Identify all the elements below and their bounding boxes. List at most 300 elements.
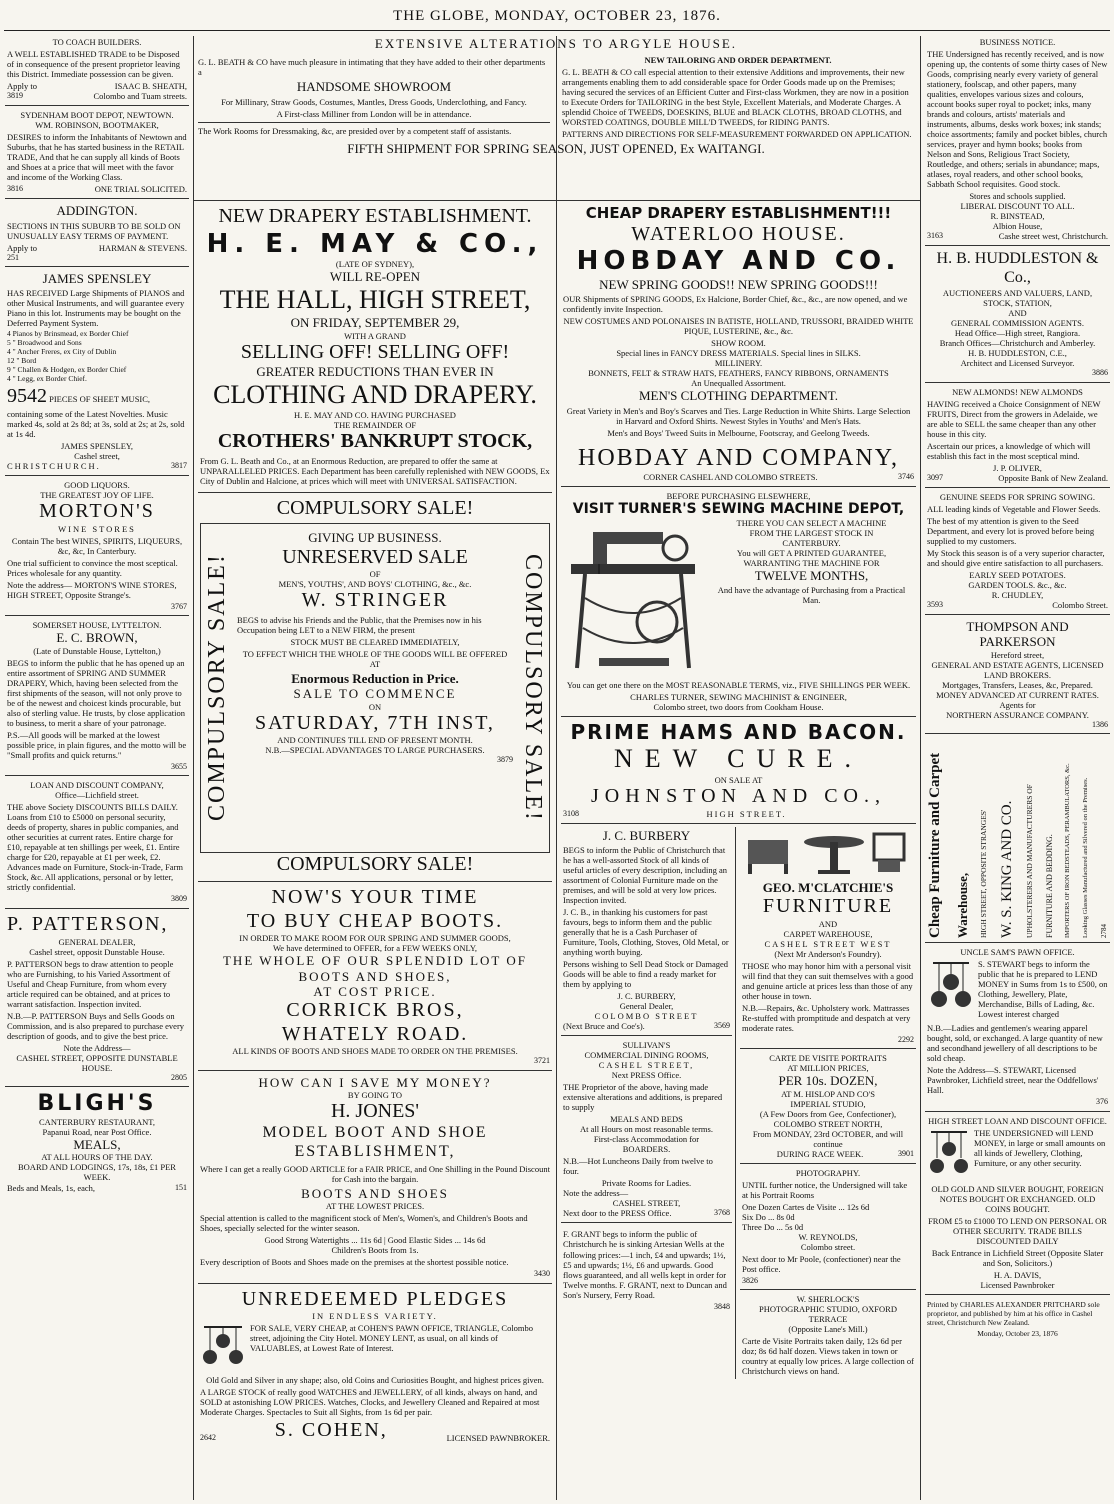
ad-body: ON SALE AT <box>714 774 763 785</box>
ad-body: PATTERNS AND DIRECTIONS FOR SELF-MEASUREMENT FORWARDED ON APPLICATION. <box>562 129 912 140</box>
ad-body: The best of my attention is given to the Seed Department, and every lot is proved before being supplied to my customers. <box>927 515 1095 546</box>
divider <box>194 200 920 201</box>
ad-body: THE UNDERSIGNED will LEND MONEY, in large or small amounts on all kinds of Jewellery, Clothing, Furniture, or any other security. <box>974 1127 1106 1168</box>
ad-argyle-house <box>198 36 914 226</box>
divider <box>5 615 189 616</box>
ad-number: 3826 <box>742 1275 758 1285</box>
ad-number: 3569 <box>714 1021 730 1031</box>
ad-body: Men's and Boys' Tweed Suits in Melbourne, Footscray, and Geelong Tweeds. <box>607 427 870 438</box>
piano-list-item: 5 " Broadwood and Sons <box>7 338 82 348</box>
ad-body: Special attention is called to the magnificent stock of Men's, Women's, and Children's Boots and Shoes, specially selected for the winter season. <box>200 1212 528 1233</box>
divider <box>198 1070 552 1071</box>
ad-address: Branch Offices—Christchurch and Amberley. <box>939 338 1096 349</box>
ad-name: P. PATTERSON, <box>7 912 169 935</box>
ad-price-line: Three Do ... 5s 0d <box>742 1221 804 1232</box>
ad-subheading: AT COST PRICE. <box>313 983 437 999</box>
compulsory-side-left: COMPULSORY SALE! <box>204 553 230 822</box>
ad-note: ONE TRIAL SOLICITED. <box>94 184 187 195</box>
ad-body: TO EFFECT WHICH THE WHOLE OF THE GOODS WILL BE OFFERED AT <box>242 649 508 670</box>
ad-body: DURING RACE WEEK. <box>776 1148 864 1159</box>
ad-subheading: LIBERAL DISCOUNT TO ALL. <box>960 201 1075 212</box>
ad-address: Next door to the PRESS Office. <box>563 1208 672 1219</box>
ad-body: BONNETS, FELT & STRAW HATS, FEATHERS, FANCY RIBBONS, ORNAMENTS <box>588 368 889 379</box>
ad-address: Cashe street west, Christchurch. <box>998 231 1108 242</box>
ad-subheading: WINE STORES <box>58 523 136 534</box>
ad-heading: PHOTOGRAPHY. <box>795 1167 861 1178</box>
ad-heading: CARTE DE VISITE PORTRAITS <box>769 1053 887 1064</box>
ad-body: OF <box>369 569 381 580</box>
divider <box>5 266 189 267</box>
ad-body: Agents for <box>999 699 1036 710</box>
ad-subheading: AT MILLION PRICES, <box>787 1063 869 1074</box>
ad-name: J. P. OLIVER, <box>993 462 1042 473</box>
ad-huddleston <box>925 249 1110 378</box>
ad-seeds <box>925 491 1110 611</box>
divider <box>740 1163 916 1164</box>
ad-heading: JAMES SPENSLEY <box>42 271 152 287</box>
ad-subheading: GENERAL COMMISSION AGENTS. <box>950 318 1085 329</box>
ad-body: F. GRANT begs to inform the public of Christchurch he is sinking Artesian Wells at the following prices:—1 inch, £4 and upwards; 1½, £5 and upwards; 1½, £6 and upwards. Good flows guaranteed, and all wells kept in order for Twelve months. F. GRANT, next to Duncan and Son's Nursery, Ferry Road. <box>563 1229 727 1300</box>
ad-number: 251 <box>7 252 19 262</box>
ad-subheading: GIVING UP BUSINESS. <box>308 530 442 546</box>
ad-body: AND <box>818 918 838 929</box>
ad-address: Papanui Road, near Post Office. <box>42 1127 152 1138</box>
ad-subheading: PER 10s. DOZEN, <box>778 1073 878 1089</box>
ad-subheading: BOARDERS. <box>622 1144 671 1155</box>
ad-body: J. C. B., in thanking his customers for past favours, begs to inform them and the public generally that he is a Cash Purchaser of Furniture, Tools, Clothing, Stoves, Old Metal, or anything worth buying. <box>563 907 729 958</box>
divider <box>925 1111 1110 1112</box>
ad-heading: SATURDAY, 7TH INST, <box>255 711 495 734</box>
ad-label: Note the address— <box>563 1188 629 1199</box>
ad-number: 3746 <box>898 472 914 482</box>
ad-sydenham-boot <box>5 109 189 195</box>
ad-subheading: HANDSOME SHOWROOM <box>296 79 452 95</box>
column-1 <box>5 36 189 1500</box>
turner-text <box>709 518 914 678</box>
ad-body: FROM £5 to £1000 TO LEND ON PERSONAL OR OTHER SECURITY. TRADE BILLS DISCOUNTED DAILY <box>928 1215 1107 1246</box>
ad-name: SULLIVAN'S <box>622 1040 671 1051</box>
ad-patterson <box>5 912 189 1083</box>
ad-subheading: NEW SPRING GOODS!! NEW SPRING GOODS!!! <box>599 276 878 292</box>
column-4 <box>925 36 1110 1500</box>
ad-body: UPHOLSTERERS AND MANUFACTURERS OF <box>1025 784 1035 939</box>
ad-heading: VISIT TURNER'S SEWING MACHINE DEPOT, <box>572 501 905 518</box>
divider <box>561 823 916 824</box>
imprint <box>925 1298 1110 1339</box>
ad-footer: FIFTH SHIPMENT FOR SPRING SEASON, JUST OPENED, Ex WAITANGI. <box>347 141 765 157</box>
ad-body: HAVING received a Choice Consignment of NEW FRUITS, Direct from the growers in Adelaide, we are able to SELL the same cheaper than any other house in this city. <box>927 398 1101 439</box>
ad-body: AND <box>1008 308 1027 319</box>
ad-address: (Opposite Lane's Mill.) <box>788 1324 868 1335</box>
ad-body: N.B.—Ladies and gentlemen's wearing apparel bought, sold, or exchanged. A large quantity of new and secondhand jewellery of all descriptions to be sold cheap. <box>927 1023 1103 1064</box>
ad-address: Opposite Bank of New Zealand. <box>998 472 1108 483</box>
divider <box>740 1289 916 1290</box>
ad-subheading: THE GREATEST JOY OF LIFE. <box>40 490 154 501</box>
ad-address: HIGH STREET. <box>706 808 787 819</box>
ad-body: One trial sufficient to convince the most sceptical. Prices wholesale for any quantity. <box>7 557 178 578</box>
sewing-machine-icon <box>563 518 703 678</box>
ad-body: UNTIL further notice, the Undersigned will take at his Portrait Rooms <box>742 1179 908 1200</box>
ad-body: Stores and schools supplied. <box>969 191 1066 202</box>
ad-body: Note the Address—S. STEWART, Licensed Pawnbroker, Lichfield street, near the Oddfellows' Hall. <box>927 1065 1099 1096</box>
ad-body: Every description of Boots and Shoes made on the premises at the shortest possible notice. <box>200 1257 509 1268</box>
ad-number: 3816 <box>7 184 23 194</box>
ad-body: Looking Glasses Manufactured and Silvered on the Premises. <box>1082 777 1090 939</box>
ad-body: BEGS to inform the Public of Christchurch that he has a well-assorted Stock of all kinds of useful articles of every description, including an assortment of Colonial Furniture made on the premises, and will be sold at very low prices. Inspection invited. <box>563 844 728 905</box>
divider <box>5 908 189 909</box>
divider <box>740 1048 916 1049</box>
piano-list-item: 4 " Legg, ex Border Chief. <box>7 373 87 383</box>
ad-heading: Enormous Reduction in Price. <box>291 671 459 687</box>
ad-subheading: NEW CURE. <box>613 744 864 774</box>
ad-davis <box>925 1115 1110 1291</box>
ad-body: From MONDAY, 23rd OCTOBER, and will continue <box>752 1128 904 1149</box>
ad-address: Cashel street, <box>74 451 120 462</box>
piano-list-item: 4 " Ancher Freres, ex City of Dublin <box>7 347 117 357</box>
ad-cohen <box>198 1287 552 1444</box>
ad-body: We have determined to OFFER, for a FEW WEEKS ONLY, <box>272 943 478 954</box>
ad-body: P. PATTERSON begs to draw attention to people who are Furnishing, to his Varied Assortment of Useful and Cheap Furniture, from whom every article required can be obtained, and at prices to warrant satisfaction. Inspection invited. <box>7 958 174 1009</box>
ad-name: H. JONES' <box>330 1100 420 1123</box>
masthead: THE GLOBE, MONDAY, OCTOBER 23, 1876. <box>393 8 721 24</box>
ad-subheading: AUCTIONEERS AND VALUERS, LAND, STOCK, STATION, <box>942 288 1093 309</box>
ad-label: Note the Address— <box>63 1042 131 1053</box>
ad-heading: THE HALL, HIGH STREET, <box>219 284 531 314</box>
ad-heading: Cheap Furniture and Carpet <box>927 752 943 939</box>
divider <box>5 475 189 476</box>
ad-address: CASHEL STREET, <box>598 1060 695 1071</box>
ad-blighs <box>5 1090 189 1193</box>
ad-name: R. CHUDLEY, <box>991 589 1044 600</box>
ad-subheading: SALE TO COMMENCE <box>293 686 457 702</box>
ad-body: AT THE LOWEST PRICES. <box>325 1200 425 1211</box>
ad-subheading: Architect and Licensed Surveyor. <box>960 358 1075 369</box>
divider <box>198 881 552 882</box>
ad-address: Back Entrance in Lichfield Street (Opposite Slater and Son, Solicitors.) <box>931 1247 1104 1268</box>
ad-addington <box>5 202 189 263</box>
ad-burbery <box>561 827 732 1033</box>
ad-address: Next door to Mr Poole, (confectioner) near the Post office. <box>742 1253 901 1274</box>
compulsory-frame <box>200 523 550 853</box>
ad-mortons <box>5 479 189 612</box>
ad-turner <box>561 490 916 713</box>
ad-name: GEO. M'CLATCHIE'S <box>762 879 894 895</box>
ad-body: THE Undersigned has recently received, and is now opening up, the contents of some thirty cases of New Goods, comprising nearly every variety of general stationery, foolscap, and other papers, many qualities, envelopes various sizes and colours, account books super royal to pocket; inks, many brands and colours, artists' materials and instruments, albums, desks work boxes; ink stands; choice assortments; family and pocket bibles, church services, prayer and hymn books; books from Nelson and Sons, Religious Tract Society, Routledge, and others; serials in abundance; maps, atlases, royal readers, and other school books, Sabbath School requisites. Good stock. <box>927 49 1108 190</box>
ad-name: HARMAN & STEVENS. <box>98 242 187 253</box>
ad-name: CHARLES TURNER, SEWING MACHINIST & ENGINEER, <box>630 691 847 702</box>
ad-compulsory-sale <box>198 496 552 878</box>
divider <box>5 775 189 776</box>
ad-uncle-sams <box>925 946 1110 1108</box>
ad-body: Old Gold and Silver in any shape; also, old Coins and Curiosities Bought, and highest prices given. <box>206 1375 544 1386</box>
ad-heading: SYDENHAM BOOT DEPOT, NEWTOWN. <box>20 110 174 121</box>
ad-address: CORNER CASHEL AND COLOMBO STREETS. <box>643 472 818 483</box>
ad-subheading: MONEY ADVANCED AT CURRENT RATES. <box>936 689 1099 700</box>
column-rule <box>556 36 557 1500</box>
column-rule <box>920 36 921 1500</box>
ad-name: H. E. MAY & CO., <box>206 228 544 259</box>
ad-body: For Millinary, Straw Goods, Costumes, Mantles, Dress Goods, Underclothing, and Fancy. <box>221 96 527 107</box>
ad-body: Contain The best WINES, SPIRITS, LIQUEURS, &c, &c, In Canterbury. <box>11 535 183 556</box>
ad-subheading: GARDEN TOOLS. &c., &c. <box>968 579 1067 590</box>
divider <box>198 122 550 123</box>
ad-body: THE above Society DISCOUNTS BILLS DAILY. Loans from £10 to £5000 on personal security, deeds of property, shares in public companies, and other securities at current rates. Entire charge for £10, repayable at ten shillings per week, £1. Entire charge for £20, repayable at £1 per week, £2. Advances made on Furniture, Stock-in-Trade, Farm Stock, &c. All applications, personal or by letter, strictly confidential. <box>7 802 184 893</box>
ad-name: H. B. HUDDLESTON & Co., <box>936 250 1099 287</box>
ad-body: AND CONTINUES TILL END OF PRESENT MONTH. <box>277 735 473 746</box>
ad-heading: SELLING OFF! SELLING OFF! <box>240 340 510 363</box>
ad-number: 376 <box>1096 1097 1108 1107</box>
ad-heading: EXTENSIVE ALTERATIONS TO ARGYLE HOUSE. <box>374 36 738 51</box>
ad-heading: CLOTHING AND DRAPERY. <box>213 379 537 409</box>
ad-subheading: MILLINERY. <box>714 358 763 369</box>
ad-prime-hams <box>561 720 916 820</box>
ad-heading: TO COACH BUILDERS. <box>52 37 142 47</box>
ad-subheading: GREATER REDUCTIONS THAN EVER IN <box>256 364 494 380</box>
ad-mclatchie <box>740 827 916 1046</box>
ad-address: Colombo Street. <box>1052 599 1108 610</box>
ad-address: (A Few Doors from Gee, Confectioner), <box>759 1108 897 1119</box>
ad-body: OUR Shipments of SPRING GOODS, Ex Halcione, Border Chief, &c., &c., are now opened, and we confidently invite Inspection. <box>563 294 908 315</box>
ad-grant <box>561 1226 732 1312</box>
ad-sullivan <box>561 1039 732 1219</box>
ad-number: 3163 <box>927 231 943 241</box>
ad-name: MORTON'S <box>39 500 155 523</box>
ad-body: ON <box>368 701 382 712</box>
ad-body: At all Hours on most reasonable terms. <box>580 1124 713 1135</box>
ad-heading: PRIME HAMS AND BACON. <box>570 719 907 744</box>
ad-number: 3879 <box>497 755 513 765</box>
ad-body: The Work Rooms for Dressmaking, &c, are presided over by a competent staff of assistants. <box>198 125 512 136</box>
ad-name: HOBDAY AND CO. <box>576 246 901 277</box>
ad-body: BOARD AND LODGINGS, 17s, 18s, £1 PER WEEK. <box>18 1162 176 1183</box>
divider <box>561 716 916 717</box>
ad-subheading: CANTERBURY RESTAURANT, <box>39 1117 155 1128</box>
ad-address: Note the address— MORTON'S WINE STORES, HIGH STREET, Opposite Strange's. <box>7 579 177 600</box>
ad-body: THOSE who may honor him with a personal visit will find that they can suit themselves with a good and genuine article at prices less than those of any other house in town. <box>742 960 914 1001</box>
ad-name: HOBDAY AND COMPANY, <box>578 444 899 471</box>
pawn-balls-icon <box>200 1321 246 1373</box>
ad-subheading: BEFORE PURCHASING ELSEWHERE, <box>666 491 811 502</box>
ad-number: 3430 <box>534 1269 550 1279</box>
column-2 <box>198 204 552 1500</box>
ad-subheading: MEN'S CLOTHING DEPARTMENT. <box>638 388 839 404</box>
ad-body: A LARGE STOCK of really good WATCHES and JEWELLERY, of all kinds, always on hand, and SOLD at astonishing LOW PRICES. Watches, Clocks, and Jewellery Cleaned and Repaired at most Moderate Charges. Spectacles to Suit all Sights, from 1s 6d per pair. <box>200 1387 540 1418</box>
compulsory-side-right: COMPULSORY SALE! <box>520 553 546 822</box>
ad-may-co <box>198 204 552 489</box>
ad-heading: BOOTS AND SHOES, <box>298 968 452 984</box>
ad-heading: GENUINE SEEDS FOR SPRING SOWING. <box>939 491 1096 502</box>
piano-list-item: 4 Pianos by Brinsmead, ex Border Chief <box>7 329 129 339</box>
ad-subheading: BOOTS AND SHOES <box>301 1185 449 1201</box>
ad-body: Carte de Visite Portraits taken daily, 12s 6d per doz; 8s 6d half dozen. Views taken in town or country at equally low prices. A large collection of Christchurch views on hand. <box>742 1336 914 1377</box>
divider <box>561 1222 732 1223</box>
ad-heading: NEW DRAPERY ESTABLISHMENT. <box>218 205 532 227</box>
ad-name: R. BINSTEAD, <box>990 211 1045 222</box>
ad-subheading: NORTHERN ASSURANCE COMPANY. <box>946 709 1089 720</box>
ad-subheading: THE REMAINDER OF <box>333 420 417 431</box>
ad-address: WHATELY ROAD. <box>281 1022 469 1045</box>
ad-number: 3721 <box>534 1056 550 1066</box>
ad-address: COLOMBO STREET NORTH, <box>773 1118 883 1129</box>
ad-city: CHRISTCHURCH. <box>7 461 101 472</box>
ad-name: AT M. HISLOP AND CO'S <box>781 1088 875 1099</box>
ad-new-almonds <box>925 386 1110 484</box>
ad-name: BLIGH'S <box>37 1091 157 1117</box>
col3-left <box>561 827 736 1380</box>
ad-body: ALL leading kinds of Vegetable and Flower Seeds. <box>927 503 1101 514</box>
ad-body: G. L. BEATH & CO call especial attention to their extensive Additions and improvements, their new arrangements enabling them to add considerable space for Order Goods made up on the Premises; having secured the services of an Efficient Cutter and First-class Workmen, they are now in a position to Execute Orders for TAILORING in the best Style, Excellent Materials, and Moderate Charges. A splendid Choice of TWEEDS, DOESKINS, BLUE and BLACK CLOTHS, BROAD CLOTHS, and WORSTED COATINGS, DOUBLE MILL'D TWEEDS, for RIDING PANTS. <box>562 67 909 128</box>
ad-number: 151 <box>175 1182 187 1192</box>
ad-subheading: PHOTOGRAPHIC STUDIO, OXFORD TERRACE <box>759 1304 897 1325</box>
ad-heading: SOMERSET HOUSE, LYTTELTON. <box>32 620 162 631</box>
furniture-icon <box>742 828 914 878</box>
ad-body: N.B.—P. PATTERSON Buys and Sells Goods on Commission, and is also prepared to purchase every description of goods, and to give the best price. <box>7 1010 185 1041</box>
divider <box>925 1294 1110 1295</box>
ad-body: Ascertain our prices, a knowledge of which will establish this fact in the most sceptical mind. <box>927 440 1091 461</box>
column-3 <box>561 204 916 1500</box>
ad-body: BEGS to advise his Friends and the Public, that the Premises now in his Occupation being LET to a NEW FIRM, the present <box>237 615 482 636</box>
ad-address: CASHEL STREET WEST <box>764 938 892 949</box>
ad-name: W. S. KING AND CO. <box>998 800 1015 939</box>
ad-thompson-parkerson <box>925 618 1110 730</box>
ad-body: THERE YOU CAN SELECT A MACHINE <box>736 517 887 528</box>
ad-label: Apply to <box>7 242 37 253</box>
ad-heading: GOOD LIQUORS. <box>64 480 130 491</box>
ad-address: HIGH STREET, OPPOSITE STRANGES' <box>978 809 988 939</box>
ad-heading: NEW ALMONDS! NEW ALMONDS <box>952 386 1083 397</box>
ad-body: You will GET A PRINTED GUARANTEE, <box>736 547 887 558</box>
ad-body: THE Proprietor of the above, having made extensive alterations and additions, is prepared to supply <box>563 1082 723 1113</box>
ad-name: W. SHERLOCK'S <box>796 1294 860 1305</box>
ad-body: WARRANTING THE MACHINE FOR <box>743 557 880 568</box>
ad-address: Colombo street. <box>800 1241 856 1252</box>
ad-body: FURNITURE AND BEDDING. <box>1045 834 1055 939</box>
ad-heading: UNRESERVED SALE <box>282 545 468 568</box>
divider <box>925 733 1110 734</box>
ad-number: 3819 <box>7 91 23 101</box>
ad-body: ALL KINDS OF BOOTS AND SHOES MADE TO ORDER ON THE PREMISES. <box>232 1046 518 1057</box>
ad-price-line: Children's Boots from 1s. <box>331 1245 419 1256</box>
ad-number: 2292 <box>898 1034 914 1044</box>
ad-king-furniture <box>925 737 1110 939</box>
ad-body: TWELVE MONTHS, <box>754 567 869 583</box>
ad-body: NEW COSTUMES AND POLONAISES IN BATISTE, HOLLAND, TRUSSORI, BRAIDED WHITE PIQUE, LUSTERINE, &c., &c. <box>563 316 914 337</box>
ad-address: Albion House, <box>992 221 1043 232</box>
divider <box>561 486 916 487</box>
ad-name: CORRICK BROS, <box>286 999 464 1022</box>
ad-subheading: EARLY SEED POTATOES. <box>969 569 1066 580</box>
ad-hobday <box>561 204 916 483</box>
ad-subheading: MEALS AND BEDS <box>610 1114 683 1125</box>
argyle-left <box>198 55 550 141</box>
ad-loan-company <box>5 779 189 905</box>
ad-subheading: CARPET WAREHOUSE, <box>783 928 873 939</box>
ad-heading: COMPULSORY SALE! <box>276 496 474 519</box>
ad-h-jones <box>198 1074 552 1280</box>
ad-subheading: GENERAL AND ESTATE AGENTS, LICENSED LAND BROKERS. <box>931 659 1104 680</box>
ad-sherlock <box>740 1293 916 1379</box>
ad-subheading: ON FRIDAY, SEPTEMBER 29, <box>290 315 460 331</box>
ad-address: Office—Lichfield street. <box>55 790 139 801</box>
pawn-balls-icon <box>927 1126 971 1182</box>
ad-subheading: LICENSED PAWNBROKER. <box>446 1432 550 1443</box>
ad-subheading: IN ENDLESS VARIETY. <box>312 1311 438 1322</box>
ad-body: CANTERBURY. <box>782 537 841 548</box>
divider <box>5 198 189 199</box>
ad-address: Hereford street, <box>990 649 1045 660</box>
ad-subheading: FURNITURE <box>762 894 894 917</box>
ad-body: PIECES OF SHEET MUSIC, containing some of the Latest Novelties. Music marked 4s, sold at 2s 8d; at 3s, sold at 2s; at 2s, sold at 1s 4d. <box>7 394 185 440</box>
ad-name: W. REYNOLDS, <box>798 1231 858 1242</box>
ad-name: E. C. BROWN, <box>56 630 138 646</box>
ad-subheading: (Late of Dunstable House, Lyttelton,) <box>33 645 161 656</box>
ad-number: 1386 <box>1092 719 1108 729</box>
ad-subheading: Licensed Pawnbroker <box>980 1279 1055 1290</box>
ad-subheading: SHOW ROOM. <box>711 338 766 349</box>
ad-number: 2784 <box>1099 924 1108 939</box>
ad-body: HAS RECEIVED Large Shipments of PIANOS and other Musical Instruments, and will guarantee every Piano in this lot. Instruments may be bought on the Deferred Payment System. <box>7 288 185 329</box>
ad-body: Private Rooms for Ladies. <box>601 1178 692 1189</box>
ad-body: Mortgages, Transfers, Leases, &c, Prepared. <box>942 679 1093 690</box>
divider <box>925 382 1110 383</box>
ad-heading: MODEL BOOT AND SHOE ESTABLISHMENT, <box>262 1123 488 1160</box>
ad-price-line: One Dozen Cartes de Visite ... 12s 6d <box>742 1201 870 1212</box>
ad-name: ISAAC B. SHEATH, <box>114 81 187 92</box>
ad-name: W. STRINGER <box>301 589 449 612</box>
ad-body: Great Variety in Men's and Boy's Scarves and Ties. Large Reduction in White Shirts. Large Selection in Harvard and Oxford Shirts. Newest Styles in Youths' and Men's Hats. <box>566 405 911 426</box>
imprint-text: Printed by CHARLES ALEXANDER PRITCHARD sole proprietor, and published by him at his office in Cashel street, Christchurch New Zealand. <box>927 1299 1100 1327</box>
ad-address: Head Office—High street, Rangiora. <box>954 328 1081 339</box>
ad-spensley <box>5 270 189 472</box>
divider <box>925 245 1110 246</box>
divider <box>561 1035 732 1036</box>
ad-label: Apply to <box>7 81 37 92</box>
ad-name: WM. ROBINSON, BOOTMAKER, <box>35 120 159 131</box>
ad-heading: BUSINESS NOTICE. <box>979 37 1056 47</box>
divider <box>925 487 1110 488</box>
ad-address: Next PRESS Office. <box>611 1070 682 1081</box>
ad-subheading: (LATE OF SYDNEY), <box>335 259 415 270</box>
divider <box>5 105 189 106</box>
ad-heading: LOAN AND DISCOUNT COMPANY, <box>30 780 164 791</box>
ad-body: P.S.—All goods will be marked at the lowest possible price, in plain figures, and the motto will be "Small profits and quick returns." <box>7 729 187 760</box>
ad-heading: HOW CAN I SAVE MY MONEY? <box>258 1074 492 1090</box>
ad-address: (Next Mr Anderson's Foundry). <box>774 948 882 959</box>
ad-number: 3593 <box>927 599 943 609</box>
ad-address: Colombo and Tuam streets. <box>93 91 187 102</box>
ad-name: H. A. DAVIS, <box>993 1269 1042 1280</box>
divider <box>925 942 1110 943</box>
ad-body: A First-class Milliner from London will be in attendance. <box>276 108 472 119</box>
ad-heading: TO BUY CHEAP BOOTS. <box>246 909 504 932</box>
ad-footer: COMPULSORY SALE! <box>276 853 474 876</box>
masthead-rule <box>4 30 1110 31</box>
music-count: 9542 <box>7 385 47 408</box>
divider <box>5 1086 189 1087</box>
ad-name: JAMES SPENSLEY, <box>60 441 134 452</box>
ad-number: 3901 <box>898 1148 914 1158</box>
ad-body: G. L. BEATH & CO have much pleasure in intimating that they have added to their other departments a <box>198 57 546 78</box>
ad-number: 3768 <box>714 1208 730 1218</box>
ad-body: MEN'S, YOUTHS', AND BOYS' CLOTHING, &c., &c. <box>278 579 472 590</box>
ad-body: And have the advantage of Purchasing from a Practical Man. <box>717 585 906 606</box>
ad-subheading: GENERAL DEALER, <box>58 936 136 947</box>
divider <box>925 614 1110 615</box>
piano-list-item: 12 " Bord <box>7 355 37 365</box>
ad-number: 3108 <box>563 808 579 818</box>
ad-corrick-bros <box>198 885 552 1067</box>
ad-body: DESIRES to inform the Inhabitants of Newtown and Suburbs, that he has started business in the RETAIL TRADE, And that he can supply all kinds of Boots and Shoes at a price that will meet with the favor and income of the Working Class. <box>7 132 187 183</box>
